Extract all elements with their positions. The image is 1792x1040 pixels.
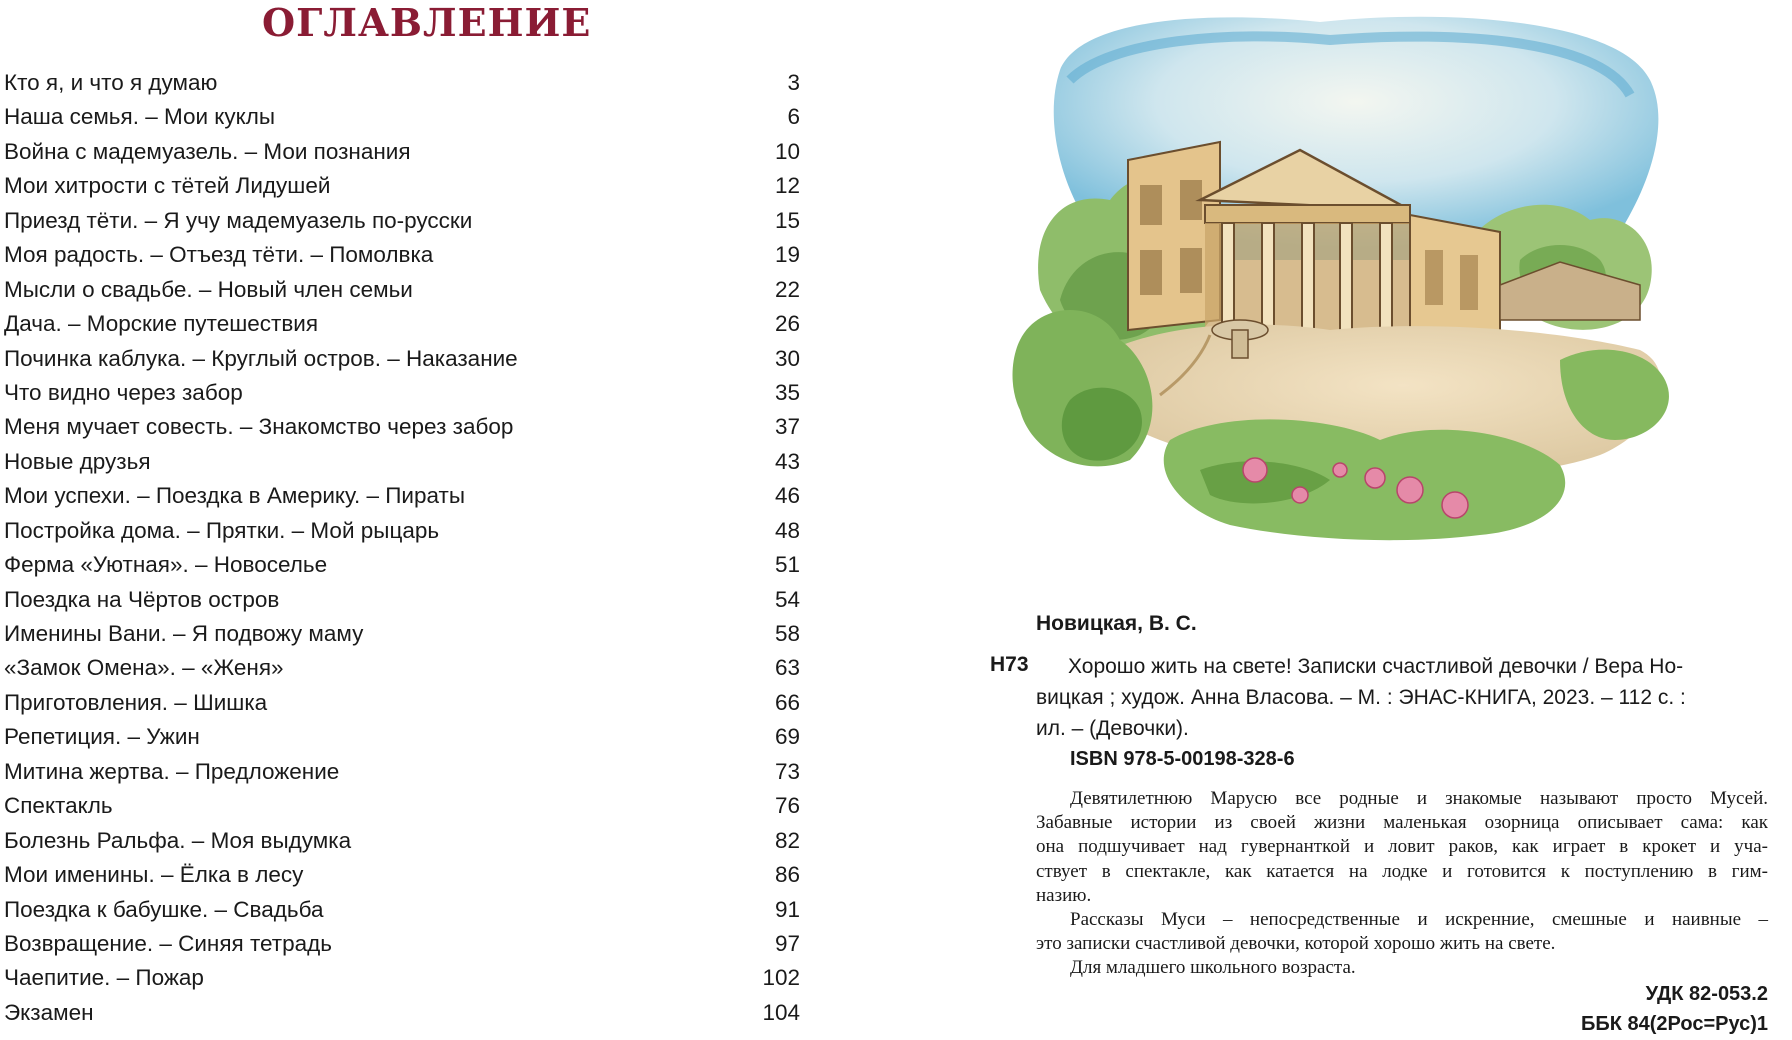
- toc-leader-dots: [113, 811, 740, 813]
- toc-entry-page: 35: [774, 379, 800, 405]
- toc-entry: [4, 651, 804, 685]
- annotation-line: Забавные истории из своей жизни маленькая озорница описывает сама: как: [1036, 812, 1768, 834]
- toc-entry-title: Репетиция. – Ужин: [4, 724, 200, 750]
- toc-entry: [4, 307, 804, 341]
- toc-entry-page: 82: [774, 827, 800, 853]
- toc-leader-dots: [513, 432, 740, 434]
- toc-leader-dots: [318, 329, 740, 331]
- toc-entry-title: Мои именины. – Ёлка в лесу: [4, 862, 304, 888]
- toc-entry-title: Поездка на Чёртов остров: [4, 586, 280, 612]
- description-line: ил. – (Девочки).: [1036, 717, 1189, 740]
- author-name: Новицкая, В. С.: [1036, 612, 1197, 635]
- toc-entry-title: Болезнь Ральфа. – Моя выдумка: [4, 827, 352, 853]
- toc-entry: [4, 720, 804, 754]
- toc-leader-dots: [267, 708, 740, 710]
- toc-entry: [4, 410, 804, 444]
- toc-entry: [4, 342, 804, 376]
- toc-entry: [4, 66, 804, 100]
- toc-entry-title: Дача. – Морские путешествия: [4, 311, 319, 337]
- manor-house-illustration: [1000, 0, 1720, 560]
- toc-title: ОГЛАВЛЕНИЕ: [262, 0, 592, 45]
- toc-entry-page: 37: [774, 414, 800, 440]
- toc-leader-dots: [327, 570, 740, 572]
- toc-entry: [4, 273, 804, 307]
- toc-entry-page: 63: [774, 655, 800, 681]
- toc-entry: [4, 961, 804, 995]
- toc-entry-title: Мои хитрости с тётей Лидушей: [4, 173, 331, 199]
- toc-leader-dots: [330, 191, 740, 193]
- toc-entry-page: 30: [774, 345, 800, 371]
- toc-leader-dots: [363, 639, 740, 641]
- toc-entry: [4, 755, 804, 789]
- annotation-line: Для младшего школьного возраста.: [1070, 957, 1356, 979]
- toc-entry-page: 12: [774, 173, 800, 199]
- author-mark-code: Н73: [990, 653, 1029, 676]
- annotation-line: назию.: [1036, 884, 1092, 906]
- toc-entry: [4, 893, 804, 927]
- toc-entry-page: 54: [774, 586, 800, 612]
- toc-leader-dots: [413, 295, 740, 297]
- toc-entry: [4, 514, 804, 548]
- toc-entry-title: Спектакль: [4, 793, 113, 819]
- toc-entry-page: 3: [787, 70, 800, 95]
- bbk-code: ББК 84(2Рос=Рус)1: [1580, 1013, 1768, 1035]
- toc-leader-dots: [94, 1018, 740, 1020]
- toc-entry-title: Меня мучает совесть. – Знакомство через забор: [4, 414, 514, 440]
- toc-entry-title: Новые друзья: [4, 448, 151, 474]
- toc-entry: [4, 927, 804, 961]
- toc-leader-dots: [339, 777, 740, 779]
- toc-page: [0, 0, 820, 1040]
- toc-leader-dots: [284, 673, 740, 675]
- toc-entry-page: 46: [774, 483, 800, 509]
- toc-entry-page: 102: [762, 965, 800, 991]
- toc-entry-page: 48: [774, 517, 800, 543]
- annotation-line: Рассказы Муси – непосредственные и искренние, смешные и наивные –: [1070, 909, 1768, 931]
- toc-entry-title: Возвращение. – Синяя тетрадь: [4, 930, 332, 956]
- toc-entry-title: «Замок Омена». – «Женя»: [4, 655, 284, 681]
- toc-entry: [4, 858, 804, 892]
- toc-entry-title: Ферма «Уютная». – Новоселье: [4, 552, 328, 578]
- toc-leader-dots: [279, 605, 740, 607]
- description-line: Хорошо жить на свете! Записки счастливой девочки / Вера Но-: [1068, 655, 1684, 678]
- toc-entry-title: Война с мадемуазель. – Мои познания: [4, 138, 411, 164]
- toc-leader-dots: [433, 260, 740, 262]
- toc-leader-dots: [303, 880, 740, 882]
- toc-entry: [4, 617, 804, 651]
- toc-entry-page: 104: [762, 999, 800, 1025]
- toc-entry-page: 51: [774, 552, 800, 578]
- toc-entry: [4, 204, 804, 238]
- toc-entry-page: 86: [774, 862, 800, 888]
- toc-leader-dots: [465, 501, 740, 503]
- toc-entry: [4, 169, 804, 203]
- toc-entry: [4, 376, 804, 410]
- toc-entry-page: 73: [774, 758, 800, 784]
- toc-leader-dots: [472, 226, 740, 228]
- toc-entry-page: 22: [774, 276, 800, 302]
- toc-entry-page: 76: [774, 793, 800, 819]
- toc-leader-dots: [151, 467, 740, 469]
- toc-entry: [4, 135, 804, 169]
- toc-entry-page: 91: [774, 896, 800, 922]
- toc-entry-page: 58: [774, 621, 800, 646]
- toc-entry: [4, 445, 804, 479]
- toc-leader-dots: [324, 915, 740, 917]
- toc-entry-page: 15: [774, 207, 800, 233]
- toc-entry: [4, 789, 804, 823]
- toc-leader-dots: [411, 157, 740, 159]
- toc-entry: [4, 238, 804, 272]
- toc-list: [4, 66, 804, 1030]
- isbn: ISBN 978-5-00198-328-6: [1070, 748, 1295, 770]
- toc-leader-dots: [243, 398, 740, 400]
- toc-entry-title: Что видно через забор: [4, 379, 243, 405]
- toc-leader-dots: [351, 846, 740, 848]
- annotation-line: это записки счастливой девочки, которой хорошо жить на свете.: [1036, 933, 1556, 955]
- toc-entry-title: Моя радость. – Отъезд тёти. – Помолвка: [4, 242, 434, 268]
- toc-entry-title: Наша семья. – Мои куклы: [4, 104, 276, 130]
- toc-entry: [4, 686, 804, 720]
- toc-entry-title: Приготовления. – Шишка: [4, 689, 268, 715]
- toc-entry-page: 97: [774, 930, 800, 956]
- toc-entry-title: Кто я, и что я думаю: [4, 70, 218, 95]
- toc-entry-title: Поездка к бабушке. – Свадьба: [4, 896, 324, 922]
- toc-entry-page: 69: [774, 724, 800, 750]
- toc-leader-dots: [439, 536, 740, 538]
- toc-entry-title: Чаепитие. – Пожар: [4, 965, 204, 991]
- udk-code: УДК 82-053.2: [1645, 983, 1768, 1005]
- description-line: вицкая ; худож. Анна Власова. – М. : ЭНАС-КНИГА, 2023. – 112 с. :: [1036, 686, 1686, 709]
- annotation-line: ствует в спектакле, как катается на лодке и готовится к поступлению в гим-: [1036, 860, 1768, 882]
- toc-entry-title: Мысли о свадьбе. – Новый член семьи: [4, 276, 413, 302]
- annotation: [1036, 787, 1768, 981]
- classification-codes: [1581, 979, 1768, 1039]
- toc-entry: [4, 100, 804, 134]
- toc-entry-title: Митина жертва. – Предложение: [4, 758, 340, 784]
- toc-entry-page: 43: [774, 448, 800, 474]
- toc-entry: [4, 996, 804, 1030]
- toc-entry-title: Именины Вани. – Я подвожу маму: [4, 621, 364, 646]
- toc-entry-title: Починка каблука. – Круглый остров. – Наказание: [4, 345, 518, 371]
- toc-entry-page: 6: [787, 104, 800, 130]
- annotation-line: она подшучивает над гувернанткой и ловит раков, как играет в крокет и уча-: [1036, 836, 1768, 858]
- toc-entry: [4, 583, 804, 617]
- annotation-line: Девятилетнюю Марусю все родные и знакомые называют просто Мусей.: [1070, 788, 1768, 809]
- toc-leader-dots: [217, 88, 740, 90]
- toc-entry-page: 26: [774, 311, 800, 337]
- toc-entry: [4, 824, 804, 858]
- toc-entry: [4, 548, 804, 582]
- toc-entry-title: Мои успехи. – Поездка в Америку. – Пираты: [4, 483, 466, 509]
- toc-leader-dots: [204, 983, 740, 985]
- toc-entry-page: 19: [774, 242, 800, 268]
- toc-entry-title: Экзамен: [4, 999, 94, 1025]
- toc-leader-dots: [200, 742, 740, 744]
- toc-leader-dots: [518, 364, 740, 366]
- toc-entry-page: 10: [774, 138, 800, 164]
- bibliographic-description: [1036, 651, 1766, 744]
- imprint-page: [980, 0, 1792, 1040]
- toc-entry-title: Приезд тёти. – Я учу мадемуазель по-русски: [4, 207, 473, 233]
- toc-entry-title: Постройка дома. – Прятки. – Мой рыцарь: [4, 517, 440, 543]
- toc-leader-dots: [332, 949, 740, 951]
- toc-leader-dots: [275, 122, 740, 124]
- toc-entry-page: 66: [774, 689, 800, 715]
- toc-entry: [4, 479, 804, 513]
